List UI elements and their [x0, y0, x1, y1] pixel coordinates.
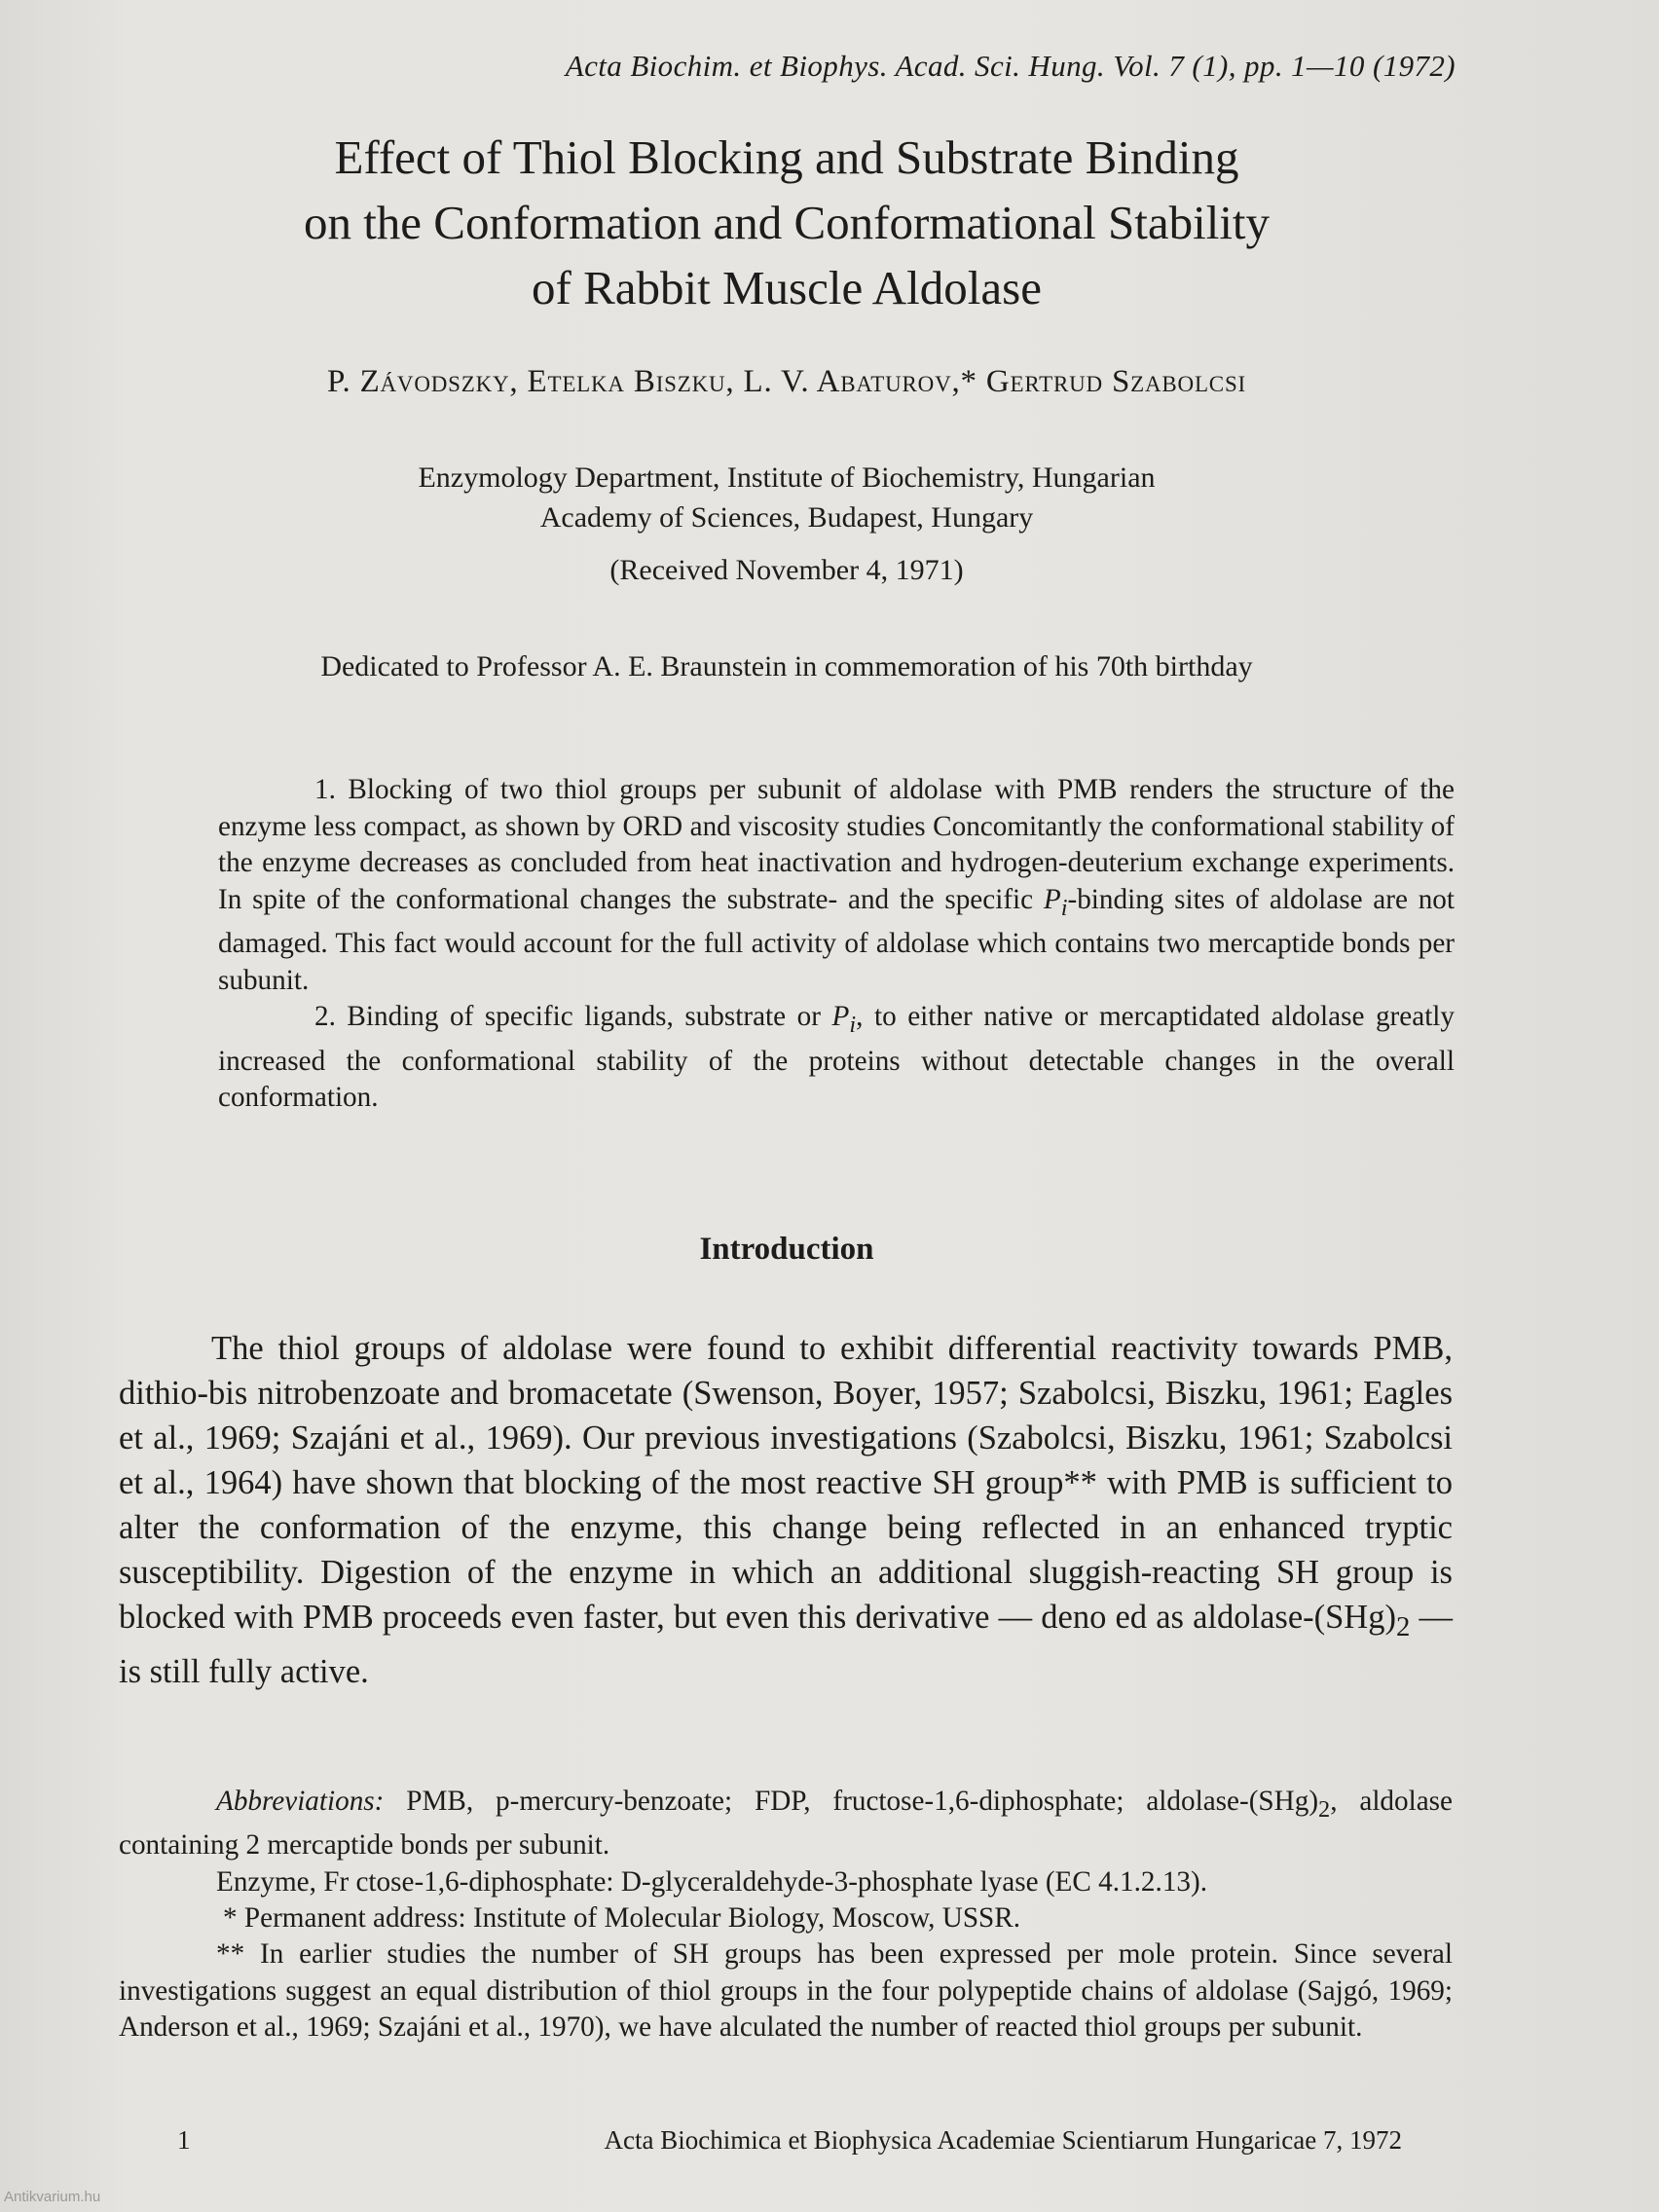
- affiliation-line-2: Academy of Sciences, Budapest, Hungary: [539, 501, 1034, 534]
- footnote-star-2: ** In earlier studies the number of SH groups has been expressed per mole protein. Since several investigations suggest an equal distribution of thiol groups in the four polypeptide chains of aldolase (Sajgó, 1969; Anderson et al., 1969; Szajáni et al., 1970), we have alculated the number of reacted thiol groups per subunit.: [119, 1938, 1453, 2044]
- affiliation: [214, 458, 1359, 537]
- article-title: [175, 125, 1398, 320]
- journal-footer: Acta Biochimica et Biophysica Academiae Scientiarum Hungaricae 7, 1972: [604, 2125, 1402, 2155]
- title-line-2: on the Conformation and Conformational Stability: [303, 196, 1271, 249]
- received-date: (Received November 4, 1971): [609, 554, 964, 586]
- footnotes: [119, 1784, 1453, 2046]
- footnote-star-1: * Permanent address: Institute of Molecular Biology, Moscow, USSR.: [223, 1902, 1021, 1935]
- page-number: 1: [177, 2125, 191, 2155]
- affiliation-line-1: Enzymology Department, Institute of Biochemistry, Hungarian: [418, 461, 1156, 494]
- title-line-1: Effect of Thiol Blocking and Substrate Binding: [334, 130, 1239, 184]
- author-list: P. Závodszky, Etelka Biszku, L. V. Abaturov,* Gertrud Szabolcsi: [326, 364, 1247, 399]
- abstract-paragraph-2: 2. Binding of specific ligands, substrate or $P_i$, to either native or mercaptidated aldolase greatly increased the conformational stability of the proteins without detectable changes in the overall conformation.: [218, 1001, 1456, 1114]
- footnote-enzyme: Enzyme, Fr ctose-1,6-diphosphate: D-glyceraldehyde-3-phosphate lyase (EC 4.1.2.13).: [216, 1865, 1208, 1898]
- running-header: Acta Biochim. et Biophys. Acad. Sci. Hung. Vol. 7 (1), pp. 1—10 (1972): [565, 49, 1456, 83]
- introduction-body: [119, 1326, 1453, 1694]
- introduction-paragraph: The thiol groups of aldolase were found to exhibit differential reactivity towards PMB, dithio-bis nitrobenzoate and bromacetate (Swenson, Boyer, 1957; Szabolcsi, Biszku, 1961; Eagles et al., 1969; Szajáni et al., 1969). Our previous investigations (Szabolcsi, Biszku, 1961; Szabolcsi et al., 1964) have shown that blocking of the most reactive SH group** with PMB is sufficient to alter the conformation of the enzyme, this change being reflected in an enhanced tryptic susceptibility. Digestion of the enzyme in which an additional sluggish-reacting SH group is blocked with PMB proceeds even faster, but even this derivative — deno ed as aldolase-$(SHg)_2$ — is still fully active.: [119, 1330, 1454, 1690]
- footnote-abbreviations: Abbreviations: PMB, p-mercury-benzoate; FDP, fructose-1,6-diphosphate; aldolase-$(SHg)_2$, aldolase containing 2 mercaptide bonds per subunit.: [119, 1786, 1453, 1862]
- abstract: [218, 772, 1455, 1117]
- dedication: Dedicated to Professor A. E. Braunstein in commemoration of his 70th birthday: [320, 650, 1253, 682]
- title-line-3: of Rabbit Muscle Aldolase: [532, 261, 1042, 314]
- section-heading-introduction: Introduction: [699, 1232, 874, 1267]
- abstract-paragraph-1: 1. Blocking of two thiol groups per subunit of aldolase with PMB renders the structure of the enzyme less compact, as shown by ORD and viscosity studies Concomitantly the conformational stability of the enzyme decreases as concluded from heat inactivation and hydrogen-deuterium exchange experiments. In spite of the conformational changes the substrate- and the specific $P_i$-binding sites of aldolase are not damaged. This fact would account for the full activity of aldolase which contains two mercaptide bonds per subunit.: [218, 774, 1455, 996]
- watermark: Antikvarium.hu: [4, 2189, 101, 2205]
